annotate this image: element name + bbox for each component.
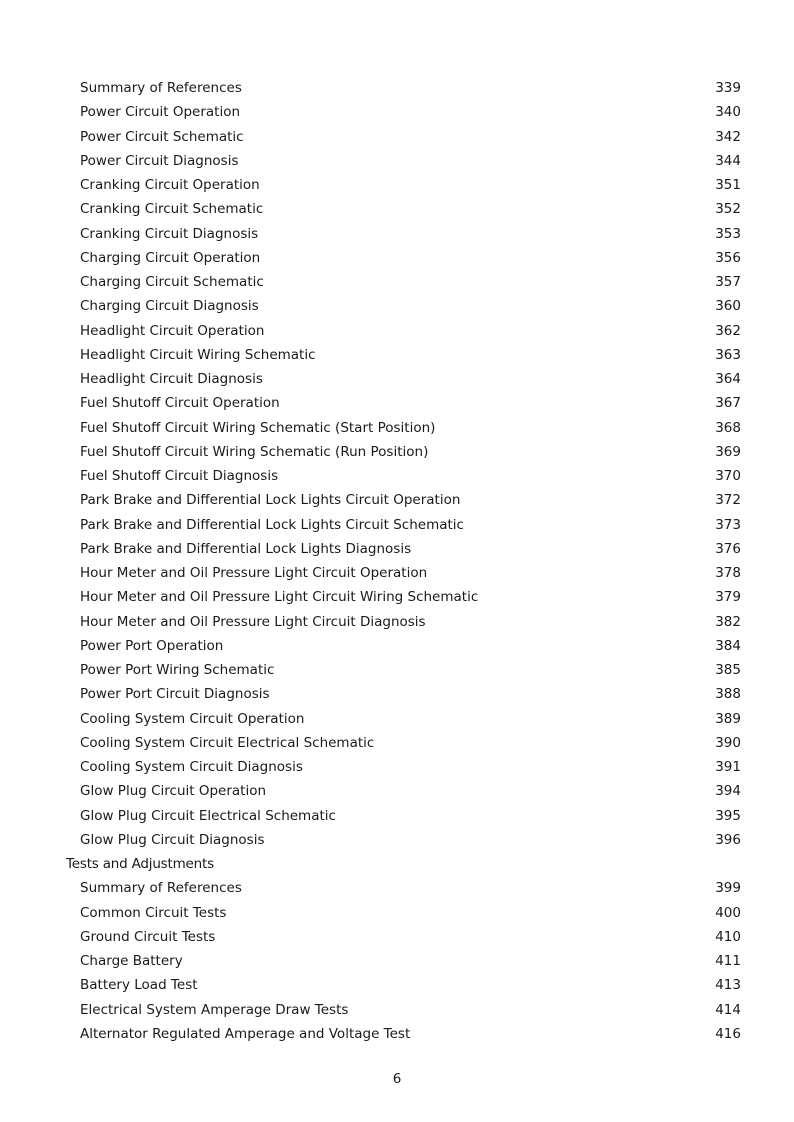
toc-entry[interactable]: [0, 416, 794, 440]
toc-entry[interactable]: [0, 901, 794, 925]
toc-section-heading[interactable]: [0, 852, 794, 876]
toc-entry-title: Summary of References: [80, 880, 242, 897]
toc-entry-title: Cooling System Circuit Electrical Schematic: [80, 734, 375, 751]
toc-entry-page: 399: [715, 880, 741, 897]
toc-entry-page: 363: [715, 346, 741, 363]
toc-entry[interactable]: [0, 391, 794, 415]
toc-entry-title: Power Port Wiring Schematic: [80, 662, 275, 678]
toc-entry[interactable]: [0, 804, 794, 828]
toc-entry-page: 413: [715, 977, 741, 994]
toc-entry-title: Fuel Shutoff Circuit Diagnosis: [80, 468, 279, 484]
toc-entry-page: 382: [715, 613, 741, 630]
toc-entry[interactable]: [0, 513, 794, 537]
toc-entry-title: Glow Plug Circuit Diagnosis: [80, 831, 265, 848]
toc-entry-title: Headlight Circuit Diagnosis: [80, 371, 263, 387]
toc-entry-title: Charge Battery: [80, 953, 183, 969]
toc-entry[interactable]: [0, 755, 794, 779]
toc-entry-title: Tests and Adjustments: [66, 856, 214, 872]
toc-entry-title: Power Port Circuit Diagnosis: [80, 686, 270, 703]
toc-entry[interactable]: [0, 998, 794, 1022]
toc-entry-title: Common Circuit Tests: [80, 904, 227, 921]
toc-entry[interactable]: [0, 707, 794, 731]
toc-entry-page: 368: [715, 419, 741, 436]
toc-entry-title: Charging Circuit Schematic: [80, 274, 264, 290]
toc-entry-title: Cooling System Circuit Diagnosis: [80, 759, 303, 775]
toc-entry-title: Power Circuit Diagnosis: [80, 152, 239, 169]
toc-entry[interactable]: [0, 270, 794, 294]
toc-entry-title: Cooling System Circuit Operation: [80, 710, 305, 727]
toc-entry-title: Battery Load Test: [80, 977, 198, 994]
toc-entry[interactable]: [0, 173, 794, 197]
toc-entry[interactable]: [0, 319, 794, 343]
toc-entry[interactable]: [0, 876, 794, 900]
toc-entry-title: Charging Circuit Diagnosis: [80, 298, 259, 315]
toc-entry[interactable]: [0, 246, 794, 270]
toc-entry-page: 388: [715, 686, 741, 703]
toc-entry-page: 351: [715, 177, 741, 193]
toc-entry[interactable]: [0, 1022, 794, 1046]
toc-entry-page: 373: [715, 516, 741, 533]
toc-entry[interactable]: [0, 561, 794, 585]
toc-entry[interactable]: [0, 222, 794, 246]
toc-entry-page: 356: [715, 249, 741, 266]
toc-entry-page: 379: [715, 589, 741, 606]
toc-entry-title: Summary of References: [80, 80, 242, 96]
toc-entry-title: Fuel Shutoff Circuit Wiring Schematic (Start Position): [80, 419, 436, 436]
toc-entry-page: 370: [715, 468, 741, 484]
toc-entry[interactable]: [0, 100, 794, 124]
toc-entry-page: 384: [715, 637, 741, 654]
toc-entry-title: Power Circuit Operation: [80, 104, 241, 121]
toc-entry[interactable]: [0, 828, 794, 852]
toc-entry[interactable]: [0, 197, 794, 221]
toc-entry-page: 353: [715, 225, 741, 242]
toc-entry-title: Fuel Shutoff Circuit Operation: [80, 395, 280, 412]
toc-entry[interactable]: [0, 367, 794, 391]
toc-entry-page: 396: [715, 831, 741, 848]
toc-entry[interactable]: [0, 488, 794, 512]
toc-entry-title: Hour Meter and Oil Pressure Light Circuit Operation: [80, 565, 428, 581]
toc-entry-page: 389: [715, 710, 741, 727]
toc-entry-page: 367: [715, 395, 741, 412]
toc-entry-page: 414: [715, 1001, 741, 1018]
toc-entry-page: 378: [715, 565, 741, 581]
toc-entry-page: 411: [715, 953, 741, 969]
toc-entry-title: Power Port Operation: [80, 637, 224, 654]
toc-entry-page: 342: [715, 128, 741, 145]
toc-entry[interactable]: [0, 949, 794, 973]
toc-entry[interactable]: [0, 682, 794, 706]
toc-entry[interactable]: [0, 658, 794, 682]
toc-entry[interactable]: [0, 294, 794, 318]
toc-entry-page: 385: [715, 662, 741, 678]
toc-entry-page: 344: [715, 152, 741, 169]
toc-entry-title: Power Circuit Schematic: [80, 128, 244, 145]
toc-entry-page: 369: [715, 443, 741, 460]
table-of-contents: [0, 76, 794, 1046]
toc-entry-title: Cranking Circuit Operation: [80, 177, 260, 193]
toc-entry[interactable]: [0, 731, 794, 755]
toc-entry[interactable]: [0, 634, 794, 658]
toc-entry[interactable]: [0, 76, 794, 100]
toc-entry-title: Park Brake and Differential Lock Lights Circuit Operation: [80, 492, 461, 509]
toc-entry-page: 364: [715, 371, 741, 387]
toc-entry-page: 362: [715, 322, 741, 339]
toc-entry[interactable]: [0, 440, 794, 464]
toc-entry[interactable]: [0, 610, 794, 634]
toc-entry[interactable]: [0, 973, 794, 997]
toc-entry[interactable]: [0, 343, 794, 367]
toc-entry-page: 416: [715, 1025, 741, 1042]
toc-entry-title: Hour Meter and Oil Pressure Light Circuit Wiring Schematic: [80, 589, 479, 606]
toc-entry[interactable]: [0, 779, 794, 803]
toc-entry-title: Charging Circuit Operation: [80, 249, 261, 266]
toc-entry-title: Fuel Shutoff Circuit Wiring Schematic (Run Position): [80, 443, 429, 460]
toc-entry-page: 357: [715, 274, 741, 290]
toc-entry[interactable]: [0, 537, 794, 561]
toc-entry-page: 390: [715, 734, 741, 751]
toc-entry-page: 340: [715, 104, 741, 121]
toc-entry-title: Glow Plug Circuit Electrical Schematic: [80, 807, 336, 824]
toc-entry-title: Park Brake and Differential Lock Lights Diagnosis: [80, 540, 412, 557]
toc-entry-title: Hour Meter and Oil Pressure Light Circuit Diagnosis: [80, 613, 426, 630]
toc-entry-title: Headlight Circuit Wiring Schematic: [80, 346, 316, 363]
toc-entry-page: 395: [715, 807, 741, 824]
toc-entry-page: 372: [715, 492, 741, 509]
toc-entry-title: Cranking Circuit Diagnosis: [80, 225, 259, 242]
toc-entry-title: Ground Circuit Tests: [80, 928, 216, 945]
toc-entry-page: 400: [715, 904, 741, 921]
toc-entry-page: 339: [715, 80, 741, 96]
toc-entry-page: 352: [715, 201, 741, 218]
toc-entry-page: 360: [715, 298, 741, 315]
toc-entry-title: Electrical System Amperage Draw Tests: [80, 1001, 349, 1018]
toc-entry[interactable]: [0, 149, 794, 173]
toc-entry-page: 376: [715, 540, 741, 557]
toc-entry[interactable]: [0, 925, 794, 949]
page-number: 6: [392, 1071, 402, 1087]
toc-entry[interactable]: [0, 125, 794, 149]
toc-entry[interactable]: [0, 464, 794, 488]
toc-entry-page: 394: [715, 783, 741, 800]
toc-entry-title: Glow Plug Circuit Operation: [80, 783, 267, 800]
toc-entry-title: Park Brake and Differential Lock Lights Circuit Schematic: [80, 516, 464, 533]
toc-entry[interactable]: [0, 585, 794, 609]
toc-entry-page: 410: [715, 928, 741, 945]
toc-entry-title: Headlight Circuit Operation: [80, 322, 265, 339]
toc-entry-title: Cranking Circuit Schematic: [80, 201, 264, 218]
toc-entry-title: Alternator Regulated Amperage and Voltage Test: [80, 1025, 411, 1042]
toc-entry-page: 391: [715, 759, 741, 775]
